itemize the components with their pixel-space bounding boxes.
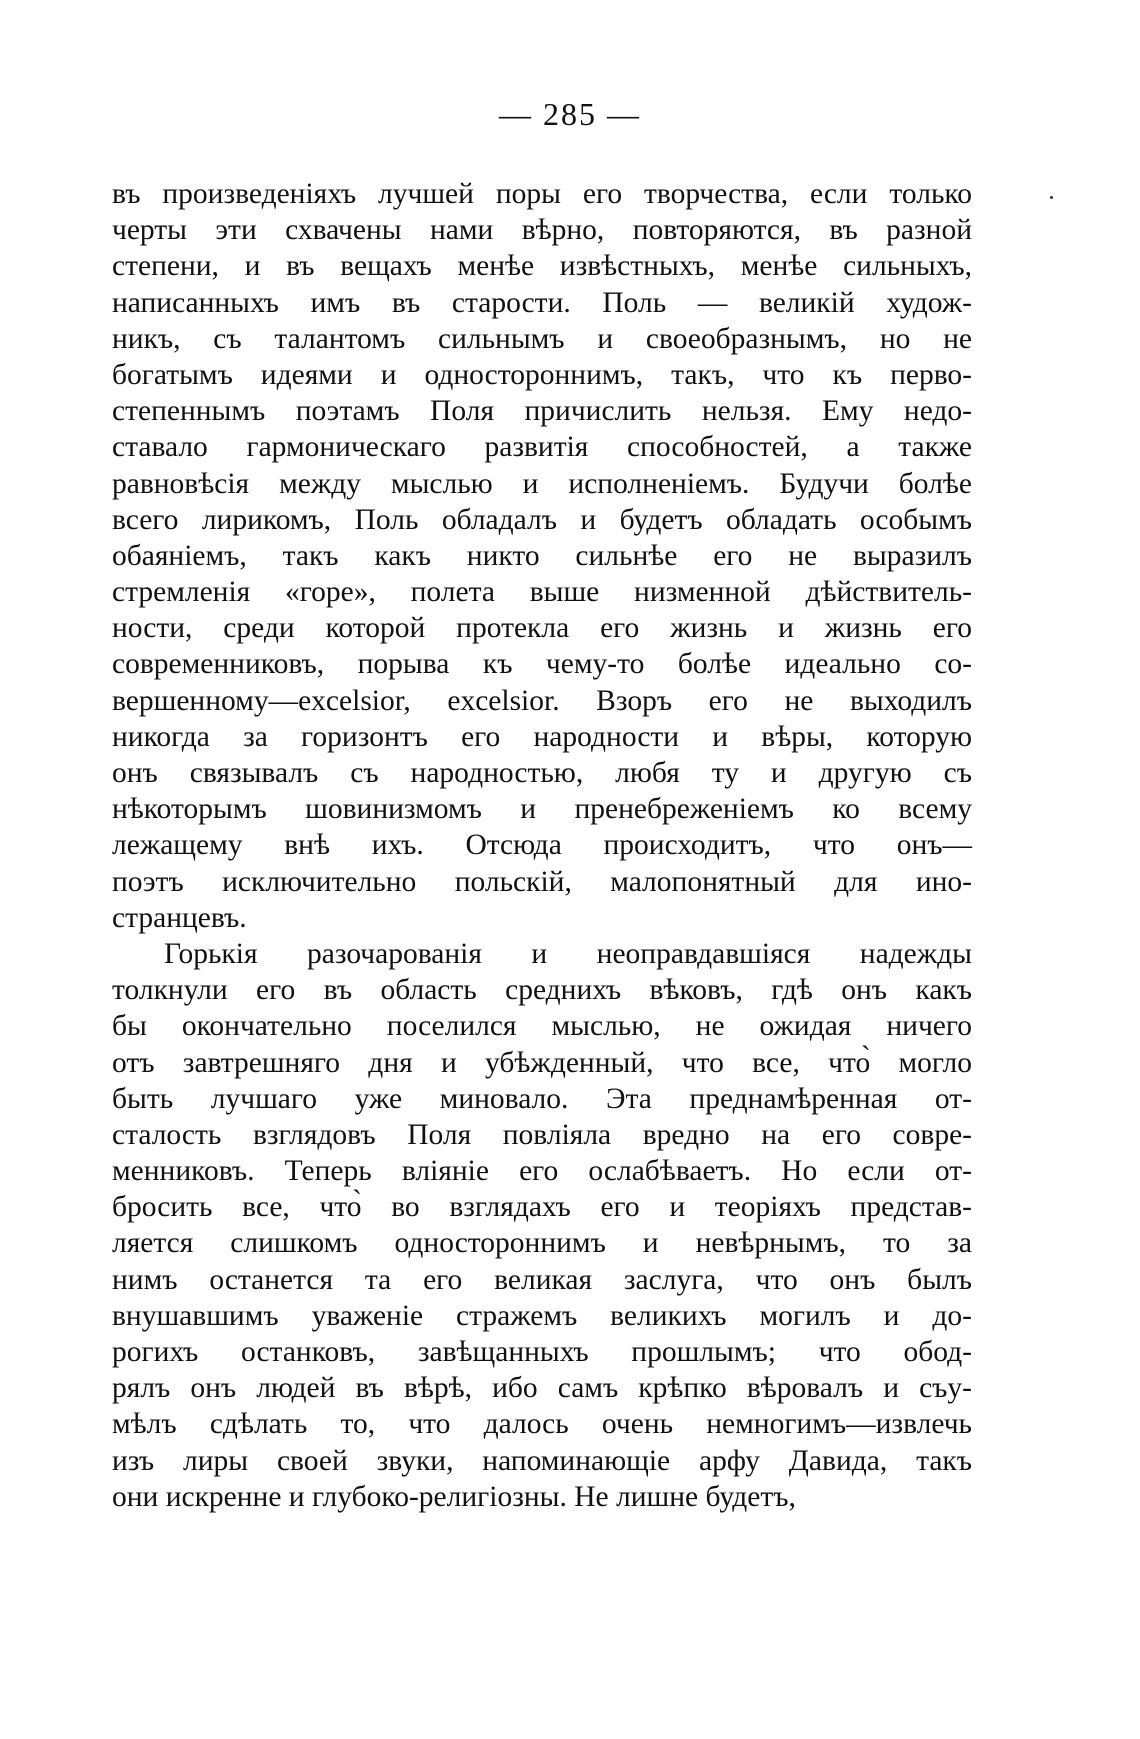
text-line: ляется слишкомъ одностороннимъ и невѣрнымъ, то за xyxy=(112,1227,972,1260)
text-line: бросить все, что̀ во взглядахъ его и теоріяхъ представ- xyxy=(112,1191,972,1224)
text-line: рогихъ останковъ, завѣщанныхъ прошлымъ; что обод- xyxy=(112,1336,972,1368)
text-line: бы окончательно поселился мыслью, не ожидая ничего xyxy=(112,1010,972,1043)
text-line: никогда за горизонтъ его народности и вѣры, которую xyxy=(112,720,972,753)
text-line: обаяніемъ, такъ какъ никто сильнѣе его не выразилъ xyxy=(112,539,972,572)
text-line: толкнули его въ область среднихъ вѣковъ, гдѣ онъ какъ xyxy=(112,974,972,1007)
text-line: всего лирикомъ, Поль обладалъ и будетъ обладать особымъ xyxy=(112,503,972,536)
text-line: нѣкоторымъ шовинизмомъ и пренебреженіемъ ко всему xyxy=(112,793,972,826)
text-line: никъ, съ талантомъ сильнымъ и своеобразнымъ, но не xyxy=(112,322,972,355)
text-line: онъ связывалъ съ народностью, любя ту и другую съ xyxy=(112,757,972,789)
text-line: въ произведеніяхъ лучшей поры его творчества, если только xyxy=(112,178,972,210)
body-text xyxy=(112,176,972,1515)
page-number: — 285 — xyxy=(499,96,641,132)
text-line: вершенному—excelsior, excelsior. Взоръ его не выходилъ xyxy=(112,684,972,717)
text-line: они искренне и глубоко-религіозны. Не лишне будетъ, xyxy=(112,1480,796,1513)
text-line: странцевъ. xyxy=(112,901,247,934)
text-line: степени, и въ вещахъ менѣе извѣстныхъ, менѣе сильныхъ, xyxy=(112,250,972,283)
text-line: поэтъ исключительно польскій, малопонятный для ино- xyxy=(112,865,972,898)
paragraph xyxy=(112,176,972,936)
print-speck xyxy=(1050,196,1053,199)
text-line: менниковъ. Теперь вліяніе его ослабѣваетъ. Но если от- xyxy=(112,1155,972,1188)
text-line: современниковъ, порыва къ чему-то болѣе идеально со- xyxy=(112,648,972,681)
text-line: нимъ останется та его великая заслуга, что онъ былъ xyxy=(112,1263,972,1296)
text-line: степеннымъ поэтамъ Поля причислить нельзя. Ему недо- xyxy=(112,395,972,428)
text-line: написанныхъ имъ въ старости. Поль — великій худож- xyxy=(112,286,972,319)
text-line: мѣлъ сдѣлать то, что далось очень немногимъ—извлечь xyxy=(112,1408,972,1441)
text-line: быть лучшаго уже миновало. Эта преднамѣренная от- xyxy=(112,1082,972,1115)
text-line: лежащему внѣ ихъ. Отсюда происходитъ, что онъ— xyxy=(112,829,972,862)
text-line: ставало гармоническаго развитія способностей, а также xyxy=(112,431,972,464)
text-line: ности, среди которой протекла его жизнь и жизнь его xyxy=(112,612,972,645)
text-line: Горькія разочарованія и неоправдавшіяся надежды xyxy=(164,937,972,970)
text-line: стремленія «горе», полета выше низменной дѣйствитель- xyxy=(112,576,972,609)
text-line: внушавшимъ уваженіе стражемъ великихъ могилъ и до- xyxy=(112,1299,972,1332)
paragraph xyxy=(112,936,972,1515)
text-line: изъ лиры своей звуки, напоминающіе арфу Давида, такъ xyxy=(112,1444,972,1477)
text-line: отъ завтрешняго дня и убѣжденный, что все, что̀ могло xyxy=(112,1046,972,1079)
text-line: сталость взглядовъ Поля повліяла вредно на его совре- xyxy=(112,1118,972,1151)
text-line: равновѣсія между мыслью и исполненіемъ. Будучи болѣе xyxy=(112,467,972,500)
text-line: рялъ онъ людей въ вѣрѣ, ибо самъ крѣпко вѣровалъ и съу- xyxy=(112,1372,972,1405)
text-line: богатымъ идеями и одностороннимъ, такъ, что къ перво- xyxy=(112,358,972,391)
text-line: черты эти схвачены нами вѣрно, повторяются, въ разной xyxy=(112,214,972,247)
